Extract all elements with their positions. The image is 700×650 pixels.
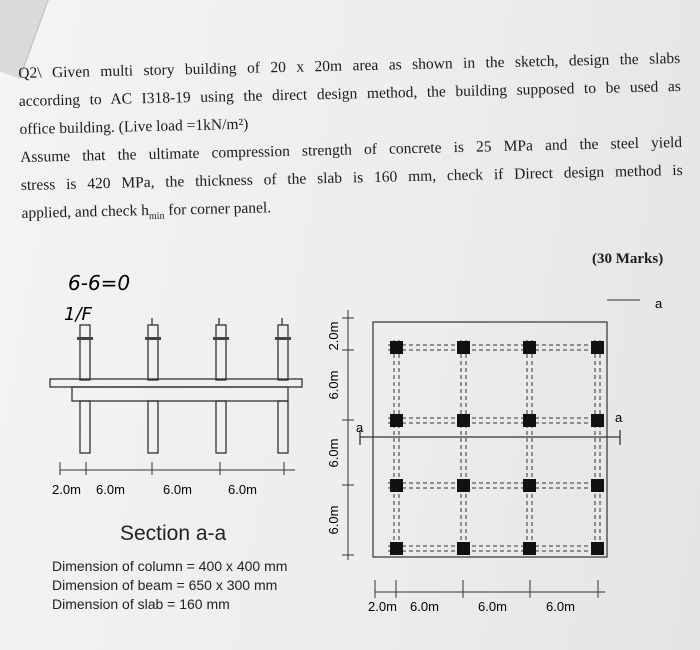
section-dim-3: 6.0m: [163, 482, 192, 497]
plan-columns: [390, 341, 604, 555]
dimension-notes: [52, 557, 287, 614]
question-line-5: stress is 420 MPa, the thickness of the slab is 160 mm, check if Direct design method is: [20, 161, 683, 194]
plan-hdim-2: 6.0m: [410, 599, 439, 614]
handwritten-note-1: 6-6=0: [68, 271, 131, 295]
question-line-4: Assume that the ultimate compression strength of concrete is 25 MPa and the steel yield: [20, 133, 683, 166]
question-line-3: office building. (Live load =1kN/m²): [19, 115, 249, 138]
question-line-1: Q2\ Given multi story building of 20 x 20m area as shown in the sketch, design the slabs: [18, 49, 681, 82]
column-2: [148, 325, 158, 380]
section-dim-1: 2.0m: [52, 482, 81, 497]
section-marker-label: a: [655, 296, 663, 311]
beam: [72, 387, 288, 401]
beam-dimension: Dimension of beam = 650 x 300 mm: [52, 577, 278, 593]
slab-dimension: Dimension of slab = 160 mm: [52, 596, 230, 612]
question-line-6: applied, and check $h_{min}$ for corner panel.: [21, 199, 272, 223]
column-1-lower: [80, 401, 90, 453]
section-marker-left: a: [356, 420, 364, 435]
plan-vdim-3: 6.0m: [326, 438, 341, 468]
section-title: Section a-a: [120, 522, 227, 545]
marks-label: (30 Marks): [592, 251, 664, 267]
column-2-lower: [148, 401, 158, 453]
plan-vdim-2: 6.0m: [326, 370, 341, 400]
section-dim-4: 6.0m: [228, 482, 257, 497]
column-3-lower: [216, 401, 226, 453]
handwritten-note-2: 1/F: [64, 304, 92, 325]
section-elevation: [50, 318, 302, 475]
column-dimension: Dimension of column = 400 x 400 mm: [52, 558, 288, 574]
section-dim-2: 6.0m: [96, 482, 125, 497]
column-3: [216, 325, 226, 380]
plan-vdim-1: 2.0m: [326, 321, 341, 351]
floor-plan: [342, 300, 640, 598]
question-line-2: according to AC I318-19 using the direct design method, the building supposed to be used as: [18, 77, 681, 110]
section-marker-right: a: [615, 410, 623, 425]
plan-hdim-1: 2.0m: [368, 599, 397, 614]
column-1: [80, 325, 90, 380]
plan-hdim-4: 6.0m: [546, 599, 575, 614]
plan-hdim-3: 6.0m: [478, 599, 507, 614]
plan-vdim-4: 6.0m: [326, 505, 341, 535]
plan-outline: [373, 322, 607, 557]
column-4-lower: [278, 401, 288, 453]
column-4: [278, 325, 288, 380]
